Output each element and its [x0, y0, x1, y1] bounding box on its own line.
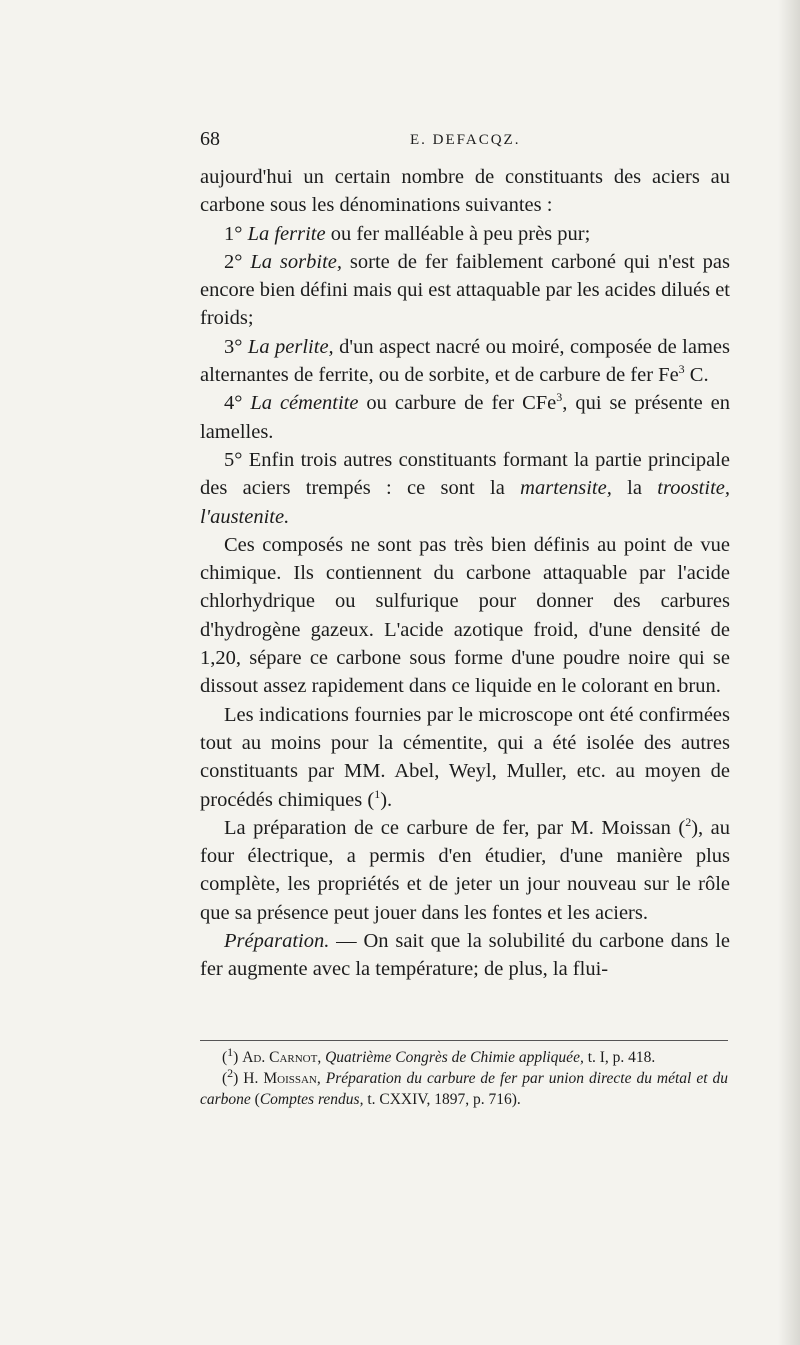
footnote-1-text: t. I, p. 418. — [583, 1049, 656, 1066]
para-indications-text: Les indications fournies par le microscope ont été confirmées tout au moins pour la cémentite, qui a été isolée des autres constituants par MM. Abel, Weyl, Muller, etc. au moyen de procédés chimiques ( — [200, 703, 730, 811]
running-head: E. DEFACQZ. — [410, 132, 521, 148]
para-indications-text: ). — [380, 788, 393, 811]
footnote-2-text: ( — [250, 1091, 260, 1108]
body-text — [200, 163, 730, 984]
footnote-2-text: Moissan, — [263, 1070, 321, 1087]
page-number: 68 — [200, 128, 220, 150]
footnotes — [200, 1044, 729, 1110]
para-preparation-text: — On sait que la solubilité du carbone dans le fer augmente avec la température; de plus, la flui- — [200, 930, 730, 981]
para-autres-text: 5° Enfin trois autres constituants formant la partie principale des aciers trempés : ce sont la — [200, 448, 730, 500]
para-sorbite — [200, 248, 730, 333]
para-preparation-moissan — [200, 814, 730, 927]
para-perlite-text: 3 — [678, 362, 685, 377]
para-ferrite-text: La ferrite — [247, 222, 326, 245]
para-cementite-text: , qui se présente en lamelles. — [200, 392, 730, 443]
para-perlite-text: La perlite, — [247, 335, 334, 358]
para-autres-text: martensite, — [520, 477, 612, 500]
para-perlite — [200, 333, 730, 390]
footnote-1-text: Ad. Carnot, — [242, 1049, 322, 1066]
para-sorbite-text: La sorbite, — [250, 250, 342, 273]
footnote-1-text: Quatrième Congrès de Chimie appliquée, — [325, 1049, 584, 1066]
footnote-2-text: 2 — [227, 1065, 234, 1080]
para-autres-text: l'austenite. — [200, 505, 290, 528]
para-cementite — [200, 389, 730, 446]
para-sorbite-text: sorte de fer faiblement carboné qui n'est pas encore bien défini mais qui est attaquable par les acides dilués et froids; — [200, 250, 730, 330]
para-preparation-moissan-text: ), au four électrique, a permis d'en étudier, d'une manière plus complète, les propriétés et de jeter un jour nouveau sur le rôle que sa présence peut jouer dans les fontes et les aciers. — [200, 816, 730, 924]
footnote-2-text: Comptes rendus, — [259, 1091, 364, 1108]
para-cementite-text: La cémentite — [250, 392, 359, 415]
para-perlite-text: 3° — [224, 335, 248, 358]
footnote-2-text: ) H. — [233, 1070, 264, 1087]
footnote-2-text: ( — [222, 1070, 228, 1087]
para-preparation-moissan-text: 2 — [685, 815, 692, 829]
para-autres — [200, 446, 730, 531]
footnote-1-text: 1 — [227, 1044, 234, 1059]
page-edge-shadow — [778, 0, 800, 1345]
para-perlite-text: C. — [684, 364, 709, 387]
para-ferrite-text: 1° — [224, 222, 248, 245]
footnote-2-text: t. CXXIV, 1897, p. 716). — [363, 1091, 521, 1108]
para-cementite-text: 4° — [224, 392, 251, 415]
para-intro — [200, 163, 730, 220]
para-ferrite-text: ou fer malléable à peu près pur; — [325, 222, 591, 245]
footnote-2-text: Préparation du carbure de fer par union directe du métal et du carbone — [200, 1070, 729, 1108]
footnote-2 — [200, 1065, 729, 1110]
para-sorbite-text: 2° — [224, 250, 251, 273]
para-preparation-text: Préparation. — [224, 930, 330, 953]
para-cementite-text: ou carbure de fer CFe — [358, 392, 557, 415]
footnote-1-text: ( — [222, 1049, 228, 1066]
para-intro-text: aujourd'hui un certain nombre de constituants des aciers au carbone sous les dénominations suivantes : — [200, 166, 730, 217]
para-indications-text: 1 — [374, 786, 381, 801]
para-autres-text: troostite, — [657, 477, 730, 500]
para-preparation-moissan-text: La préparation de ce carbure de fer, par M. Moissan ( — [224, 816, 686, 839]
footnote-1 — [200, 1044, 728, 1068]
para-indications — [200, 701, 730, 814]
para-perlite-text: d'un aspect nacré ou moiré, composée de lames alternantes de ferrite, ou de sorbite, et de carbure de fer Fe — [200, 335, 731, 387]
para-ferrite — [200, 220, 730, 248]
footnote-rule — [200, 1040, 728, 1041]
para-composes — [200, 531, 730, 701]
para-preparation — [200, 927, 730, 984]
para-cementite-text: 3 — [556, 390, 563, 405]
footnote-1-text: ) — [233, 1049, 243, 1066]
para-composes-text: Ces composés ne sont pas très bien définis au point de vue chimique. Ils contiennent du carbone attaquable par l'acide chlorhydrique ou sulfurique pour donner des carbures d'hydrogène gazeux. L'acide azotique froid, d'une densité de 1,20, sépare ce carbone sous forme d'une poudre noire qui se dissout assez rapidement dans ce liquide en le colorant en brun. — [200, 533, 730, 698]
page-header — [200, 128, 730, 158]
para-autres-text: la — [611, 477, 658, 500]
